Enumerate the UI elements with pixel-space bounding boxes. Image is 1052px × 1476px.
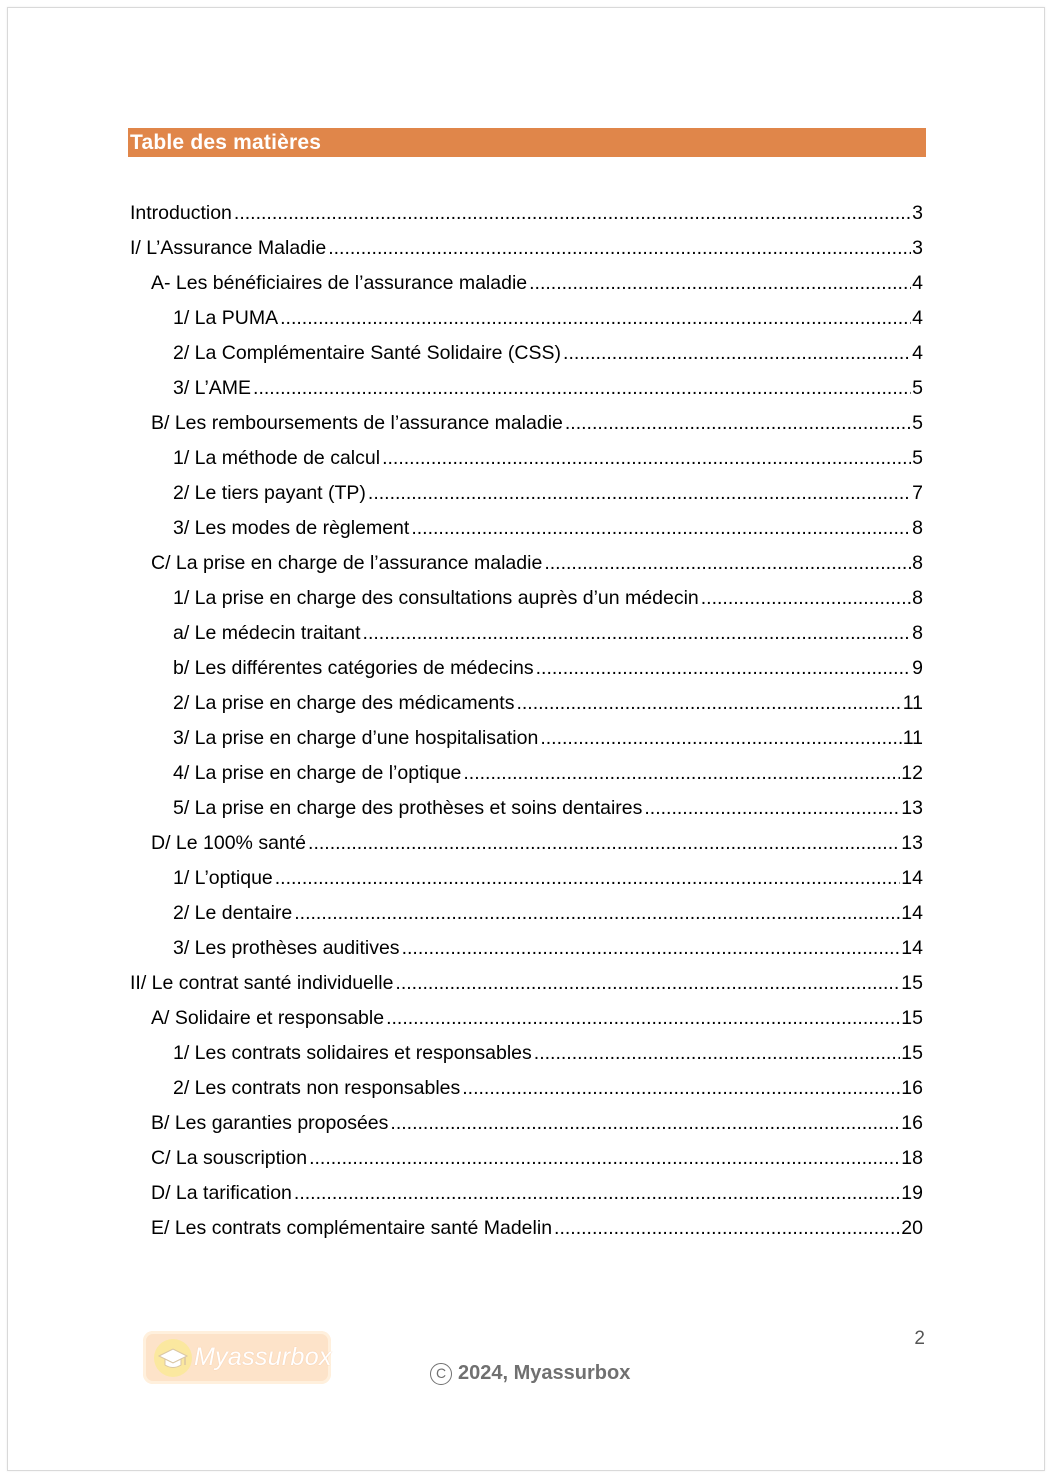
- toc-entry-title: 2/ Les contrats non responsables: [173, 1077, 461, 1099]
- toc-entry-title: Introduction: [130, 202, 232, 224]
- toc-entry[interactable]: [130, 896, 923, 931]
- toc-leader-dots: [382, 441, 911, 476]
- toc-leader-dots: [294, 1176, 900, 1211]
- toc-leader-dots: [402, 931, 901, 966]
- toc-entry[interactable]: [130, 1211, 923, 1246]
- toc-entry-page: 3: [912, 202, 923, 224]
- toc-entry-title: I/ L’Assurance Maladie: [130, 237, 327, 259]
- toc-entry[interactable]: [130, 826, 923, 861]
- toc-entry-page: 7: [912, 482, 923, 504]
- toc-entry-title: 2/ La prise en charge des médicaments: [173, 692, 515, 714]
- toc-entry[interactable]: [130, 196, 923, 231]
- toc-entry[interactable]: [130, 1001, 923, 1036]
- toc-entry-page: 8: [912, 587, 923, 609]
- toc-leader-dots: [644, 791, 900, 826]
- toc-entry-title: 3/ Les modes de règlement: [173, 517, 410, 539]
- toc-entry-page: 8: [912, 517, 923, 539]
- copyright-icon: C: [430, 1363, 452, 1385]
- toc-leader-dots: [462, 1071, 900, 1106]
- toc-entry-title: D/ La tarification: [151, 1182, 292, 1204]
- copyright-notice: [430, 1362, 630, 1385]
- toc-entry[interactable]: [130, 406, 923, 441]
- toc-leader-dots: [234, 196, 911, 231]
- toc-entry[interactable]: [130, 966, 923, 1001]
- toc-entry[interactable]: [130, 861, 923, 896]
- toc-leader-dots: [275, 861, 901, 896]
- toc-leader-dots: [308, 826, 900, 861]
- toc-entry-title: 2/ La Complémentaire Santé Solidaire (CSS): [173, 342, 562, 364]
- toc-entry[interactable]: [130, 231, 923, 266]
- toc-leader-dots: [701, 581, 911, 616]
- toc-leader-dots: [363, 616, 912, 651]
- toc-entry-title: 4/ La prise en charge de l’optique: [173, 762, 462, 784]
- toc-entry[interactable]: [130, 1106, 923, 1141]
- toc-entry-page: 13: [901, 797, 923, 819]
- toc-entry-page: 15: [901, 1042, 923, 1064]
- toc-entry-title: C/ La prise en charge de l’assurance maladie: [151, 552, 543, 574]
- toc-entry-page: 8: [912, 622, 923, 644]
- toc-entry-title: 2/ Le dentaire: [173, 902, 293, 924]
- logo-text: Myassurbox: [194, 1343, 332, 1371]
- toc-entry-page: 15: [901, 1007, 923, 1029]
- toc-entry[interactable]: [130, 511, 923, 546]
- toc-entry-title: 1/ L’optique: [173, 867, 273, 889]
- toc-leader-dots: [534, 1036, 901, 1071]
- toc-entry[interactable]: [130, 581, 923, 616]
- toc-entry-page: 12: [901, 762, 923, 784]
- toc-leader-dots: [309, 1141, 900, 1176]
- toc-entry[interactable]: [130, 686, 923, 721]
- toc-entry-page: 4: [912, 307, 923, 329]
- toc-entry-page: 16: [901, 1112, 923, 1134]
- toc-entry-title: 3/ La prise en charge d’une hospitalisation: [173, 727, 539, 749]
- table-of-contents: [130, 196, 923, 1246]
- toc-leader-dots: [294, 896, 900, 931]
- graduation-cap-icon: [154, 1339, 192, 1377]
- toc-entry-title: B/ Les garanties proposées: [151, 1112, 389, 1134]
- toc-entry[interactable]: [130, 1141, 923, 1176]
- toc-entry-page: 16: [901, 1077, 923, 1099]
- toc-entry-title: 3/ Les prothèses auditives: [173, 937, 400, 959]
- toc-entry-page: 5: [912, 447, 923, 469]
- toc-entry[interactable]: [130, 1036, 923, 1071]
- toc-entry-title: C/ La souscription: [151, 1147, 308, 1169]
- toc-entry-page: 11: [902, 692, 923, 714]
- toc-entry-title: E/ Les contrats complémentaire santé Madelin: [151, 1217, 553, 1239]
- toc-entry-page: 4: [912, 342, 923, 364]
- toc-entry[interactable]: [130, 371, 923, 406]
- toc-entry[interactable]: [130, 931, 923, 966]
- toc-entry-page: 3: [912, 237, 923, 259]
- toc-leader-dots: [390, 1106, 900, 1141]
- toc-leader-dots: [563, 336, 911, 371]
- toc-entry-title: A/ Solidaire et responsable: [151, 1007, 385, 1029]
- page-number: 2: [914, 1328, 925, 1349]
- toc-entry-title: A- Les bénéficiaires de l’assurance maladie: [151, 272, 528, 294]
- toc-entry[interactable]: [130, 441, 923, 476]
- toc-heading: Table des matières: [128, 128, 926, 157]
- toc-entry-page: 14: [901, 867, 923, 889]
- toc-entry-page: 4: [912, 272, 923, 294]
- toc-entry-title: 2/ Le tiers payant (TP): [173, 482, 366, 504]
- toc-entry-page: 15: [901, 972, 923, 994]
- toc-entry-page: 5: [912, 377, 923, 399]
- toc-entry[interactable]: [130, 756, 923, 791]
- toc-entry[interactable]: [130, 616, 923, 651]
- toc-entry[interactable]: [130, 336, 923, 371]
- toc-entry-page: 14: [901, 902, 923, 924]
- toc-entry-title: 1/ Les contrats solidaires et responsables: [173, 1042, 532, 1064]
- toc-entry-title: 1/ La PUMA: [173, 307, 279, 329]
- toc-entry[interactable]: [130, 791, 923, 826]
- toc-entry-title: 1/ La prise en charge des consultations auprès d’un médecin: [173, 587, 699, 609]
- toc-entry-page: 5: [912, 412, 923, 434]
- toc-entry-title: D/ Le 100% santé: [151, 832, 307, 854]
- toc-entry-title: a/ Le médecin traitant: [173, 622, 361, 644]
- toc-leader-dots: [536, 651, 912, 686]
- toc-leader-dots: [544, 546, 911, 581]
- toc-leader-dots: [328, 231, 911, 266]
- toc-leader-dots: [253, 371, 911, 406]
- toc-entry-page: 13: [901, 832, 923, 854]
- toc-leader-dots: [540, 721, 901, 756]
- toc-leader-dots: [368, 476, 911, 511]
- toc-entry-title: b/ Les différentes catégories de médecins: [173, 657, 534, 679]
- toc-entry-page: 14: [901, 937, 923, 959]
- toc-entry-page: 20: [901, 1217, 923, 1239]
- toc-leader-dots: [280, 301, 911, 336]
- myassurbox-logo: [143, 1331, 331, 1384]
- toc-entry[interactable]: [130, 1071, 923, 1106]
- toc-leader-dots: [463, 756, 900, 791]
- toc-entry-page: 9: [912, 657, 923, 679]
- toc-entry-title: II/ Le contrat santé individuelle: [130, 972, 394, 994]
- toc-entry[interactable]: [130, 546, 923, 581]
- copyright-text: 2024, Myassurbox: [458, 1362, 631, 1384]
- toc-entry-title: 3/ L’AME: [173, 377, 252, 399]
- toc-entry-title: 5/ La prise en charge des prothèses et soins dentaires: [173, 797, 643, 819]
- toc-entry[interactable]: [130, 301, 923, 336]
- toc-entry[interactable]: [130, 266, 923, 301]
- toc-entry[interactable]: [130, 721, 923, 756]
- toc-entry-page: 8: [912, 552, 923, 574]
- toc-leader-dots: [565, 406, 911, 441]
- toc-leader-dots: [395, 966, 900, 1001]
- toc-entry-page: 11: [902, 727, 923, 749]
- toc-entry-title: B/ Les remboursements de l’assurance maladie: [151, 412, 563, 434]
- toc-entry[interactable]: [130, 1176, 923, 1211]
- toc-entry[interactable]: [130, 476, 923, 511]
- toc-leader-dots: [411, 511, 911, 546]
- toc-entry-title: 1/ La méthode de calcul: [173, 447, 381, 469]
- toc-leader-dots: [529, 266, 911, 301]
- toc-leader-dots: [554, 1211, 900, 1246]
- toc-leader-dots: [386, 1001, 900, 1036]
- toc-leader-dots: [516, 686, 901, 721]
- toc-entry-page: 18: [901, 1147, 923, 1169]
- toc-entry[interactable]: [130, 651, 923, 686]
- toc-entry-page: 19: [901, 1182, 923, 1204]
